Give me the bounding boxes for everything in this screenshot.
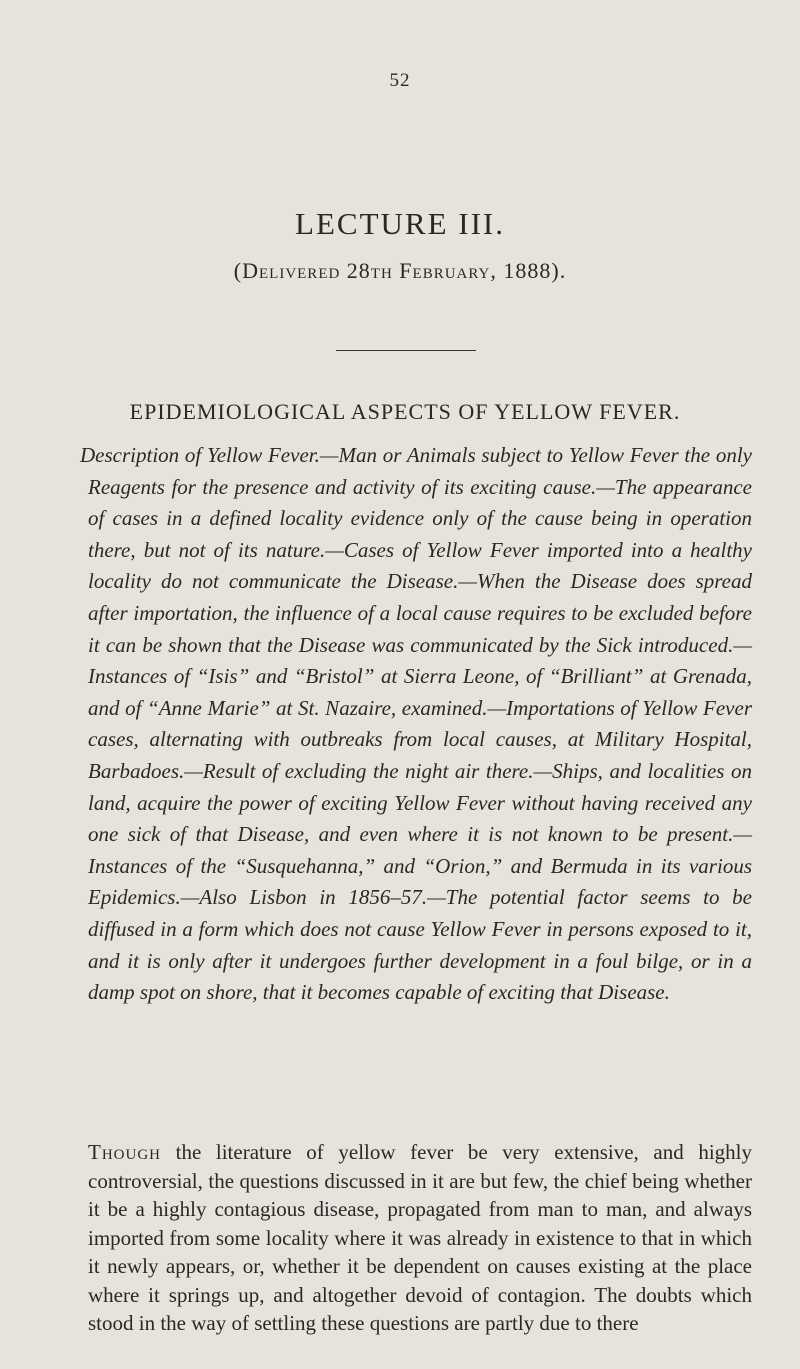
divider-rule (336, 350, 476, 351)
paragraph-lead-word: Though (88, 1140, 161, 1164)
paragraph-text: the literature of yellow fever be very extensive, and highly controversial, the questions discussed in it are but few, the chief being whether it be a highly contagious disease, propagated from man to man, and always imported from some locality where it was already in existence to that in which it newly appears, or, whether it be dependent on causes existing at the place where it springs up, and altogether devoid of contagion. The doubts which stood in the way of settling these questions are partly due to there (88, 1140, 752, 1335)
body-paragraph (88, 1138, 752, 1338)
lecture-title: LECTURE III. (295, 206, 505, 241)
chapter-synopsis: Description of Yellow Fever.—Man or Animals subject to Yellow Fever the only Reagents for the presence and activity of its exciting cause.—The appearance of cases in a defined locality evidence only of the cause being in operation there, but not of its nature.—Cases of Yellow Fever imported into a healthy locality do not communicate the Disease.—When the Disease does spread after importation, the influence of a local cause requires to be excluded before it can be shown that the Disease was communicated by the Sick introduced.—Instances of “Isis” and “Bristol” at Sierra Leone, of “Brilliant” at Grenada, and of “Anne Marie” at St. Nazaire, examined.—Importations of Yellow Fever cases, alternating with outbreaks from local causes, at Military Hospital, Barbadoes.—Result of excluding the night air there.—Ships, and localities on land, acquire the power of exciting Yellow Fever without having received any one sick of that Disease, and even where it is not known to be present.—Instances of the “Susquehanna,” and “Orion,” and Bermuda in its various Epidemics.—Also Lisbon in 1856–57.—The potential factor seems to be diffused in a form which does not cause Yellow Fever in persons exposed to it, and it is only after it undergoes further development in a foul bilge, or in a damp spot on shore, that it becomes capable of exciting that Disease. (80, 443, 752, 1005)
section-heading: EPIDEMIOLOGICAL ASPECTS OF YELLOW FEVER. (129, 399, 681, 424)
page-number: 52 (389, 70, 411, 91)
delivery-date-line: (Delivered 28th February, 1888). (233, 258, 567, 283)
